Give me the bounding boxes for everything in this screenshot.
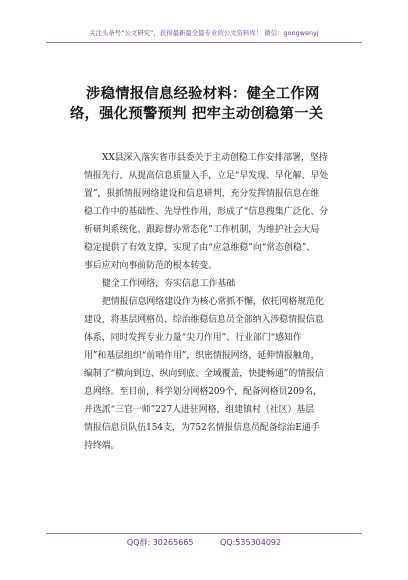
body-line: 体系，同时发挥专业力量“尖刀作用”、行业部门“感知作 [84,333,302,343]
body-line: 编制了“横向到边、纵向到底、全域覆盖，快捷畅通”的情报信 [84,369,324,379]
body-line: XX县深入落实省市县委关于主动创稳工作安排部署，坚持 [102,153,328,163]
document-title [70,84,350,124]
header-banner: 关注头条号“公文研究”，获得最新最全最专业的公文资料库！ 微信：gongwenyj [89,30,319,37]
body-line: 用”和基层组织“前哨作用”，织密情报网络，延伸情报触角， [84,351,320,361]
body-line: 稳工作中的基础性、先导性作用，形成了“信息搜集广泛化、分 [84,207,329,217]
body-line: 稳定提供了有效支撑，实现了由“应急维稳”向“常态创稳”、 [84,243,316,253]
body-line: 建设，将基层网格员、综治维稳信息员全部纳入涉稳情报信息 [84,315,324,325]
header-divider [46,42,362,43]
body-line: 把情报信息网络建设作为核心常抓不懈，依托网格规范化 [102,297,324,307]
section-heading: 健全工作网络，夯实信息工作基础 [102,279,236,289]
document-body [84,149,370,455]
footer-qq-group: QQ群: 30265665 [126,538,194,547]
body-line: 并选派“三官一师”227人进驻网格，组建镇村（社区）基层 [84,405,315,415]
body-line: 情报信息员队伍154支，为752名情报信息员配备综治E通手 [84,423,320,433]
body-line: 持终端。 [84,441,120,451]
body-line: 息网络。至目前，科学划分网格209个，配备网格员209名， [84,387,323,397]
title-line-2: 络，强化预警预判 把牢主动创稳第一关 [70,106,324,122]
title-line-1: 涉稳情报信息经验材料：健全工作网 [86,86,320,102]
footer-qq: QQ:535304092 [220,538,282,547]
footer [0,537,408,548]
footer-divider [46,533,362,534]
body-line: 事后应对向事前防范的根本转变。 [84,261,218,271]
body-line: 析研判系统化、跟踪督办常态化”工作机制，为维护社会大局 [84,225,320,235]
body-line: 置”，狠抓情报网络建设和信息研判，充分发挥情报信息在维 [84,189,320,199]
body-line: 情报先行，从提高信息质量入手，立足“早发现、早化解、早处 [84,171,329,181]
